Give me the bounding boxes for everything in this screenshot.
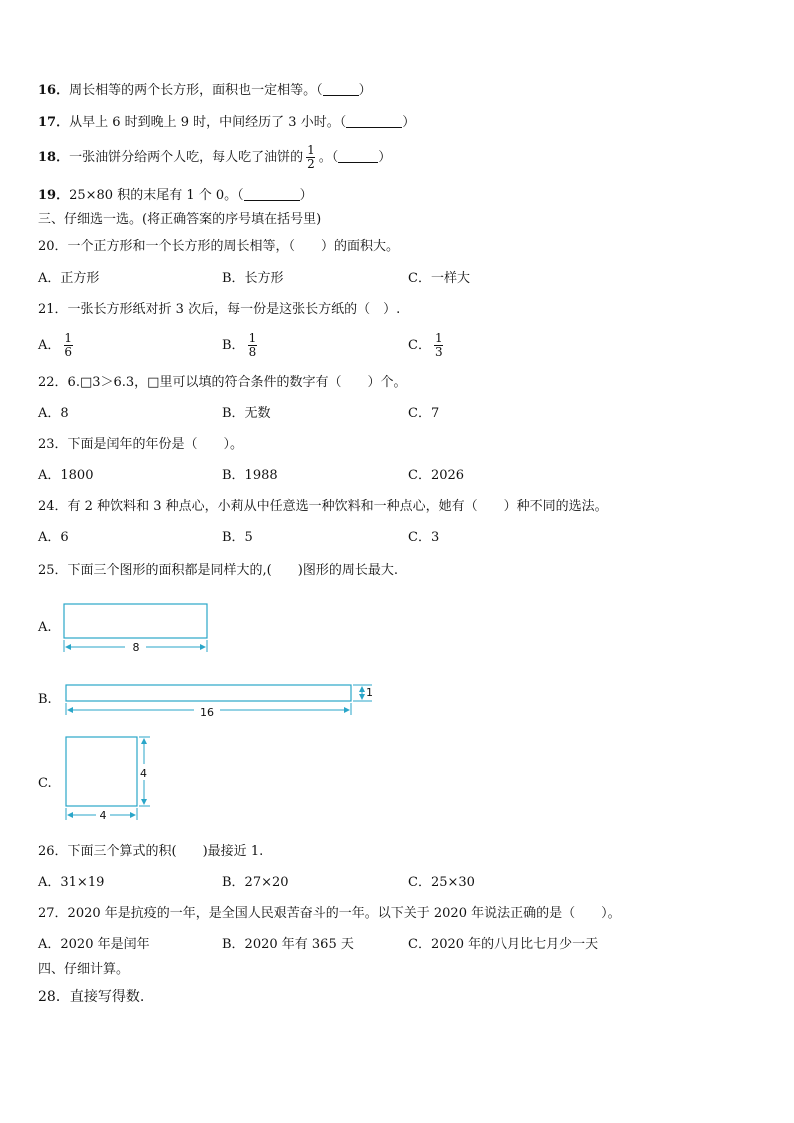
paren-close: ） [402,115,416,130]
question-21-stem: 21．一张长方形纸对折 3 次后，每一份是这张长方纸的（ ）. [38,302,401,317]
question-text: 从早上 6 时到晚上 9 时，中间经历了 3 小时。（ [69,115,347,130]
option-c[interactable]: C．2026 [408,468,465,483]
option-c[interactable]: C．25×30 [408,875,475,890]
question-25-stem: 25．下面三个图形的面积都是同样大的,( )图形的周长最大. [38,563,398,578]
option-b[interactable]: B．1988 [222,468,278,483]
figure-c-width-label: 4 [99,809,107,822]
answer-blank[interactable] [244,188,300,201]
fraction-denominator: 8 [248,345,257,359]
option-b[interactable] [222,330,260,362]
figure-b-width-label: 1 [366,686,373,699]
option-c[interactable]: C．一样大 [408,271,470,286]
question-20-stem: 20．一个正方形和一个长方形的周长相等，（ ）的面积大。 [38,239,400,254]
figure-b-label[interactable]: B. [38,692,52,707]
option-a[interactable] [38,330,76,362]
fraction-numerator: 1 [434,331,443,345]
question-19 [38,188,313,204]
question-16 [38,83,372,99]
question-28: 28．直接写得数. [38,989,145,1005]
question-23-stem: 23．下面是闰年的年份是（ ）。 [38,437,244,452]
section-heading-3: 三、仔细选一选。(将正确答案的序号填在括号里) [38,212,322,227]
option-a[interactable]: A．6 [38,530,69,545]
question-17 [38,115,415,131]
option-c[interactable] [408,330,447,362]
section-heading-4: 四、仔细计算。 [38,962,130,977]
question-22-stem: 22．6.□3＞6.3，□里可以填的符合条件的数字有（ ）个。 [38,375,407,390]
option-a[interactable]: A．31×19 [38,875,105,890]
figure-b-length-label: 16 [200,706,214,719]
option-a[interactable]: A．8 [38,406,69,421]
option-b[interactable]: B．5 [222,530,253,545]
fraction-numerator: 1 [64,331,73,345]
fraction-one-sixth [63,332,73,359]
option-b[interactable]: B．长方形 [222,271,284,286]
figure-a-label[interactable]: A. [38,620,52,635]
option-c[interactable]: C．3 [408,530,440,545]
question-number: 16． [38,83,70,98]
option-c[interactable]: C．7 [408,406,440,421]
fraction-denominator: 2 [307,157,315,171]
figure-c-label[interactable]: C. [38,776,52,791]
answer-blank[interactable] [323,83,359,96]
fraction-one-eighth [248,332,258,359]
rectangle-figures [0,590,400,830]
paren-close: ） [358,83,372,98]
answer-blank[interactable] [338,150,378,163]
question-text-after: 。（ [318,150,339,165]
option-label: B． [222,338,245,353]
figure-b-rectangle [66,685,351,701]
question-24-stem: 24．有 2 种饮料和 3 种点心，小莉从中任意选一种饮料和一种点心，她有（ ）种不同的选法。 [38,499,608,514]
paren-close: ） [378,150,392,165]
answer-blank[interactable] [346,115,402,128]
option-a[interactable]: A．2020 年是闰年 [38,937,150,952]
question-27-stem: 27．2020 年是抗疫的一年，是全国人民艰苦奋斗的一年。以下关于 2020 年说法正确的是（ ）。 [38,906,621,921]
figure-c-square [66,737,137,806]
question-number: 17． [38,115,70,130]
option-a[interactable]: A．1800 [38,468,94,483]
option-a[interactable]: A．正方形 [38,271,100,286]
paren-close: ） [299,188,313,203]
question-26-stem: 26．下面三个算式的积( )最接近 1. [38,844,264,859]
fraction-numerator: 1 [307,143,315,157]
question-18 [38,143,391,173]
question-text: 25×80 积的末尾有 1 个 0。（ [69,188,244,203]
option-label: A． [38,338,61,353]
fraction-denominator: 6 [64,345,73,359]
option-b[interactable]: B．27×20 [222,875,289,890]
question-text: 一张油饼分给两个人吃，每人吃了油饼的 [69,150,304,165]
option-c[interactable]: C．2020 年的八月比七月少一天 [408,937,599,952]
fraction-one-third [434,332,444,359]
figure-c-height-label: 4 [140,767,147,780]
figure-a-length-label: 8 [132,641,140,654]
option-b[interactable]: B．2020 年有 365 天 [222,937,354,952]
fraction-numerator: 1 [248,331,257,345]
figure-a-rectangle [64,604,207,638]
question-number: 18． [38,150,70,165]
question-number: 19． [38,188,70,203]
question-text: 周长相等的两个长方形，面积也一定相等。（ [69,83,323,98]
fraction-one-half [306,144,316,171]
fraction-denominator: 3 [434,345,443,359]
option-label: C． [408,338,431,353]
option-b[interactable]: B．无数 [222,406,271,421]
